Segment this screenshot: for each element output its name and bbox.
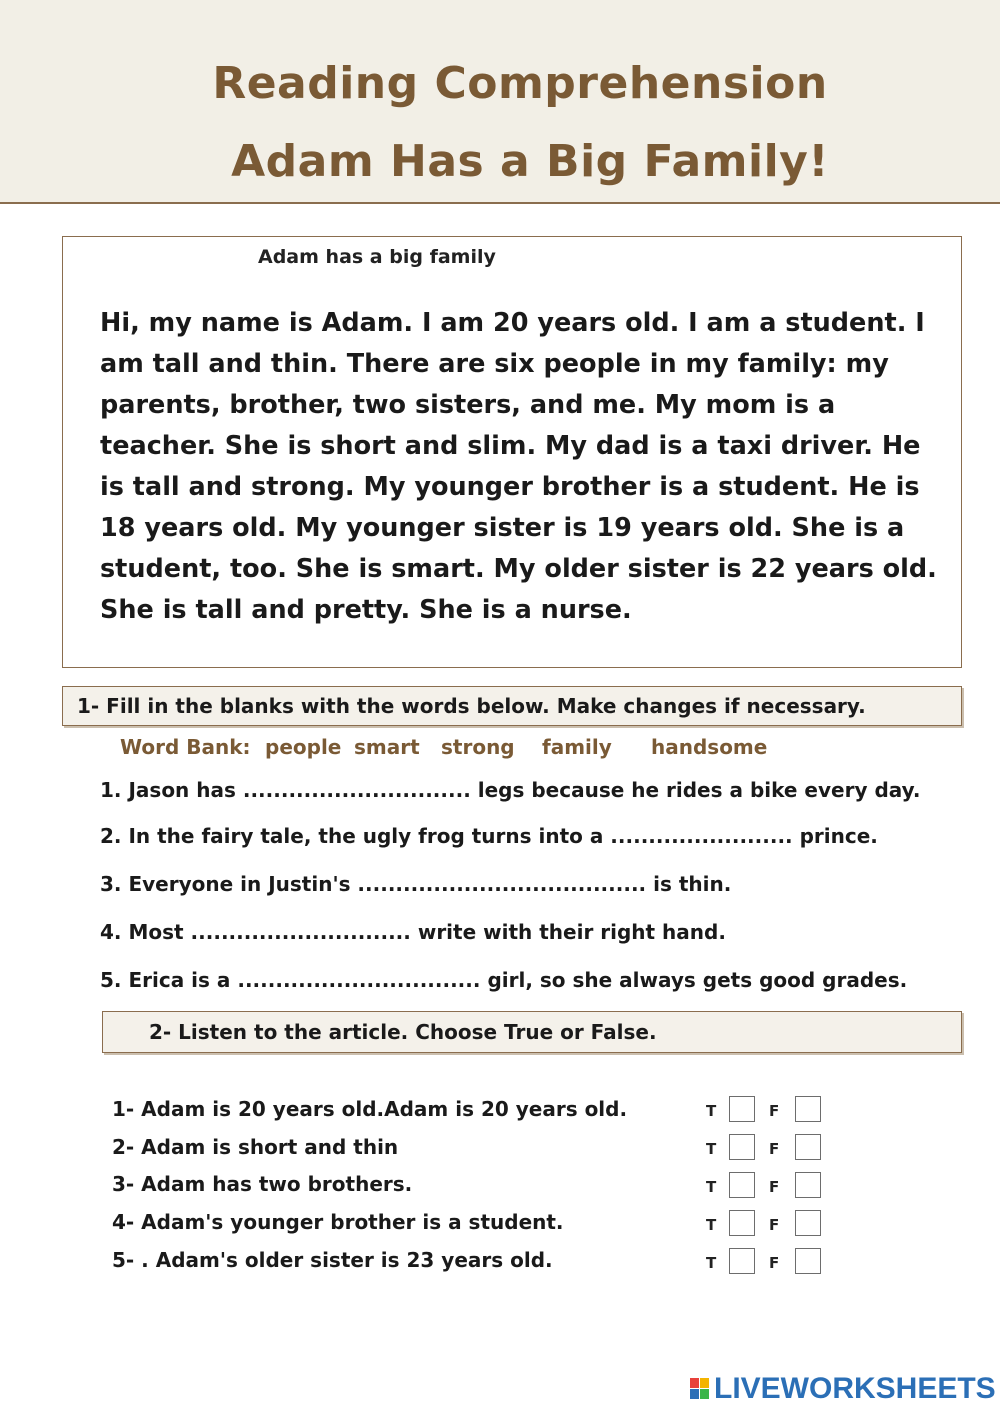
- true-label: T: [706, 1140, 717, 1158]
- story-text: Hi, my name is Adam. I am 20 years old. I am a student. I am tall and thin. There are six people in my family: my parents, brother, two sisters, and me. My mom is a teacher. She is short and slim. My dad is a taxi driver. He is tall and strong. My younger brother is a student. He is 18 years old. My younger sister is 19 years old. She is a student, too. She is smart. My older sister is 22 years old. She is tall and pretty. She is a nurse.: [100, 308, 937, 625]
- fill-blank-question[interactable]: 1. Jason has .............................. legs because he rides a bike every day.: [100, 778, 921, 802]
- section1-instruction: 1- Fill in the blanks with the words below. Make changes if necessary.: [77, 694, 866, 718]
- word-bank-word: family: [542, 735, 612, 759]
- false-label: F: [769, 1254, 780, 1272]
- true-label: T: [706, 1254, 717, 1272]
- word-bank-word: smart: [354, 735, 420, 759]
- false-label: F: [769, 1102, 780, 1120]
- false-checkbox[interactable]: [795, 1096, 821, 1122]
- fill-blank-question[interactable]: 2. In the fairy tale, the ugly frog turns into a ........................ prince.: [100, 824, 878, 848]
- word-bank-label: Word Bank:: [120, 735, 251, 759]
- false-checkbox[interactable]: [795, 1210, 821, 1236]
- tf-statement: 2- Adam is short and thin: [112, 1135, 399, 1159]
- word-bank-word: people: [265, 735, 342, 759]
- page-title: Reading Comprehension: [212, 58, 828, 109]
- false-label: F: [769, 1178, 780, 1196]
- true-checkbox[interactable]: [729, 1172, 755, 1198]
- logo-text: LIVEWORKSHEETS: [714, 1372, 996, 1405]
- tf-statement: 4- Adam's younger brother is a student.: [112, 1210, 564, 1234]
- tf-statement: 5- . Adam's older sister is 23 years old.: [112, 1248, 553, 1272]
- section1-instruction-bar: [62, 686, 962, 726]
- liveworksheets-logo-icon: [690, 1378, 710, 1400]
- fill-blank-question[interactable]: 3. Everyone in Justin's ...................................... is thin.: [100, 872, 732, 896]
- fill-blank-question[interactable]: 4. Most ............................. write with their right hand.: [100, 920, 726, 944]
- false-label: F: [769, 1216, 780, 1234]
- true-checkbox[interactable]: [729, 1096, 755, 1122]
- true-checkbox[interactable]: [729, 1248, 755, 1274]
- liveworksheets-logo[interactable]: [690, 1372, 996, 1406]
- tf-statement: 1- Adam is 20 years old.Adam is 20 years old.: [112, 1097, 628, 1121]
- true-label: T: [706, 1102, 717, 1120]
- word-bank-word: handsome: [651, 735, 768, 759]
- true-label: T: [706, 1178, 717, 1196]
- true-label: T: [706, 1216, 717, 1234]
- false-checkbox[interactable]: [795, 1134, 821, 1160]
- fill-blank-question[interactable]: 5. Erica is a ................................ girl, so she always gets good grades.: [100, 968, 908, 992]
- story-heading: Adam has a big family: [258, 246, 496, 268]
- false-checkbox[interactable]: [795, 1172, 821, 1198]
- false-checkbox[interactable]: [795, 1248, 821, 1274]
- section2-instruction-bar: [102, 1011, 962, 1053]
- page-subtitle: Adam Has a Big Family!: [231, 136, 829, 187]
- section2-instruction: 2- Listen to the article. Choose True or False.: [149, 1020, 657, 1044]
- true-checkbox[interactable]: [729, 1134, 755, 1160]
- false-label: F: [769, 1140, 780, 1158]
- tf-statement: 3- Adam has two brothers.: [112, 1172, 413, 1196]
- true-checkbox[interactable]: [729, 1210, 755, 1236]
- word-bank-word: strong: [441, 735, 515, 759]
- header-banner: [0, 0, 1000, 204]
